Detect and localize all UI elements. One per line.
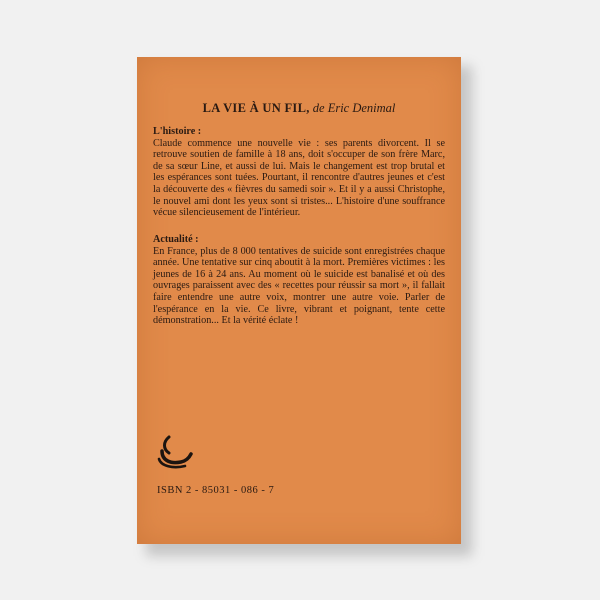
book-title: LA VIE À UN FIL, [202, 101, 310, 115]
isbn-number: ISBN 2 - 85031 - 086 - 7 [157, 485, 275, 496]
story-text: Claude commence une nouvelle vie : ses parents divorcent. Il se retrouve soutien de famille à 18 ans, doit s'occuper de son frère Marc, de sa sœur Line, et aussi de lui. Mais le changement est trop brutal et les espérances sont tuées. Pourtant, il rencontre d'autres jeunes et c'est la découverte des « fièvres du samedi soir ». Et il y a aussi Christophe, le nouvel ami dont les yeux sont si tristes... L'histoire d'une souffrance vécue silencieusement de l'intérieur. [153, 137, 445, 219]
book-back-cover [137, 57, 461, 544]
story-heading: L'histoire : [153, 126, 202, 137]
story-section [153, 126, 445, 219]
book-title-line [137, 101, 461, 116]
news-section [153, 234, 445, 327]
publisher-logo-icon [155, 434, 195, 470]
news-heading: Actualité : [153, 234, 199, 245]
book-author: de Eric Denimal [312, 101, 396, 115]
news-text: En France, plus de 8 000 tentatives de suicide sont enregistrées chaque année. Une tentative sur cinq aboutit à la mort. Premières victimes : les jeunes de 16 à 24 ans. Au moment où le suicide est banalisé et où des ouvrages paraissent avec des « recettes pour réussir sa mort », il fallait faire entendre une autre voix, montrer une autre voie. Parler de l'espérance en la vie. Ce livre, vibrant et poignant, tente cette démonstration... Et la vérité éclate ! [153, 245, 445, 327]
